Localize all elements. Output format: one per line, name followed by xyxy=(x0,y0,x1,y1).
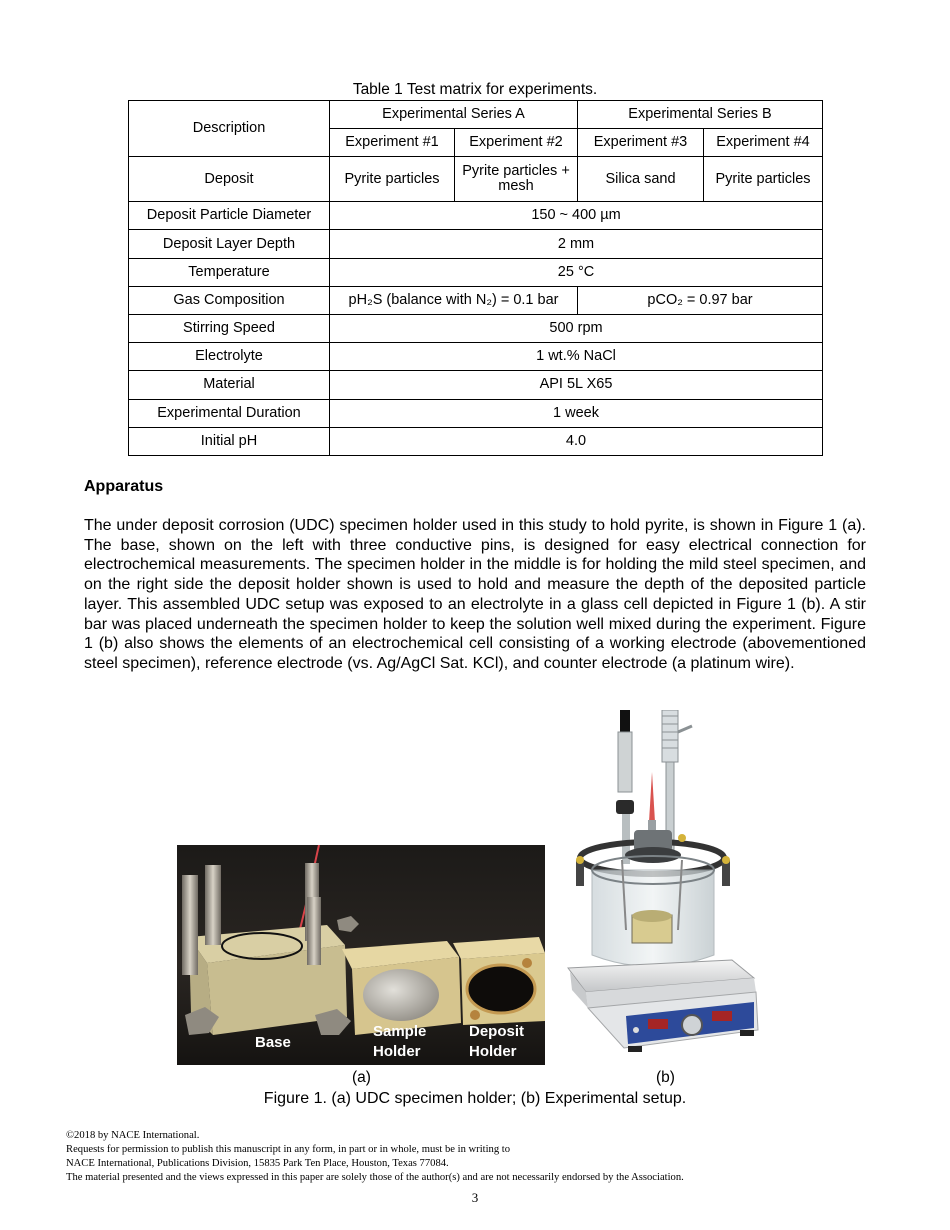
deposit-holder-label-line2: Holder xyxy=(469,1043,517,1060)
body-paragraph: The under deposit corrosion (UDC) specimen holder used in this study to hold pyrite, is shown in Figure 1 (a). The base, shown on the left with three conductive pins, is designed for easy electrical connection for electrochemical measurements. The specimen holder in the middle is for holding the mild steel specimen, and on the right side the deposit holder shown is used to hold and measure the depth of the deposited particle layer. This assembled UDC setup was exposed to an electrolyte in a glass cell depicted in Figure 1 (b). A stir bar was placed underneath the specimen holder to keep the solution well mixed during the experiment. Figure 1 (b) also shows the elements of an electrochemical cell consisting of a working electrode (abovementioned steel specimen), reference electrode (vs. Ag/AgCl Sat. KCl), and counter electrode (a platinum wire). xyxy=(84,517,866,672)
row-label: Gas Composition xyxy=(129,286,330,314)
deposit-cell: Pyrite particles xyxy=(704,157,823,202)
row-label: Electrolyte xyxy=(129,343,330,371)
experiment-header: Experiment #4 xyxy=(704,129,823,157)
row-value: 150 ~ 400 µm xyxy=(330,202,823,230)
description-header: Description xyxy=(129,101,330,157)
table-row xyxy=(129,286,823,314)
footer-line: NACE International, Publications Division, 15835 Park Ten Place, Houston, Texas 77084. xyxy=(66,1158,449,1169)
table-row xyxy=(129,399,823,427)
table-row xyxy=(129,343,823,371)
base-label: Base xyxy=(255,1034,291,1051)
series-a-header: Experimental Series A xyxy=(330,101,578,129)
deposit-cell: Pyrite particles xyxy=(330,157,455,202)
table-row xyxy=(129,258,823,286)
row-value: API 5L X65 xyxy=(330,371,823,399)
table-row xyxy=(129,202,823,230)
row-value: pH₂S (balance with N₂) = 0.1 bar xyxy=(330,286,578,314)
experiment-header: Experiment #1 xyxy=(330,129,455,157)
row-label: Deposit xyxy=(129,157,330,202)
table-row xyxy=(129,371,823,399)
figure-a-label: (a) xyxy=(352,1069,371,1086)
sample-holder-label-line1: Sample xyxy=(373,1023,427,1040)
row-value: 1 wt.% NaCl xyxy=(330,343,823,371)
row-label: Stirring Speed xyxy=(129,315,330,343)
row-value: pCO₂ = 0.97 bar xyxy=(578,286,823,314)
row-label: Initial pH xyxy=(129,427,330,455)
table-caption: Table 1 Test matrix for experiments. xyxy=(352,81,598,98)
footer-line: Requests for permission to publish this manuscript in any form, in part or in whole, must be in writing to xyxy=(66,1144,511,1155)
test-matrix-table xyxy=(128,100,823,456)
table-header-row xyxy=(129,101,823,129)
deposit-cell: Pyrite particles + mesh xyxy=(455,157,578,202)
table-row xyxy=(129,427,823,455)
row-value: 500 rpm xyxy=(330,315,823,343)
table-row xyxy=(129,315,823,343)
table-row xyxy=(129,230,823,258)
table-row xyxy=(129,157,823,202)
figure-b-label: (b) xyxy=(656,1069,675,1086)
row-value: 25 °C xyxy=(330,258,823,286)
experiment-header: Experiment #2 xyxy=(455,129,578,157)
row-value: 1 week xyxy=(330,399,823,427)
deposit-holder-label-line1: Deposit xyxy=(469,1023,525,1040)
deposit-cell: Silica sand xyxy=(578,157,704,202)
row-value: 4.0 xyxy=(330,427,823,455)
row-label: Temperature xyxy=(129,258,330,286)
copyright-footer xyxy=(66,1129,684,1185)
footer-line: The material presented and the views expressed in this paper are solely those of the author(s) and are not necessarily endorsed by the Association. xyxy=(66,1172,684,1183)
experimental-setup-illustration xyxy=(562,710,762,1072)
row-value: 2 mm xyxy=(330,230,823,258)
row-label: Deposit Particle Diameter xyxy=(129,202,330,230)
page-number: 3 xyxy=(471,1190,479,1205)
series-b-header: Experimental Series B xyxy=(578,101,823,129)
row-label: Experimental Duration xyxy=(129,399,330,427)
footer-line: ©2018 by NACE International. xyxy=(66,1130,200,1141)
section-heading: Apparatus xyxy=(84,478,164,495)
row-label: Deposit Layer Depth xyxy=(129,230,330,258)
udc-specimen-holder-photo xyxy=(177,845,545,1065)
sample-holder-label-line2: Holder xyxy=(373,1043,421,1060)
row-label: Material xyxy=(129,371,330,399)
figure-caption: Figure 1. (a) UDC specimen holder; (b) Experimental setup. xyxy=(263,1090,687,1107)
experiment-header: Experiment #3 xyxy=(578,129,704,157)
